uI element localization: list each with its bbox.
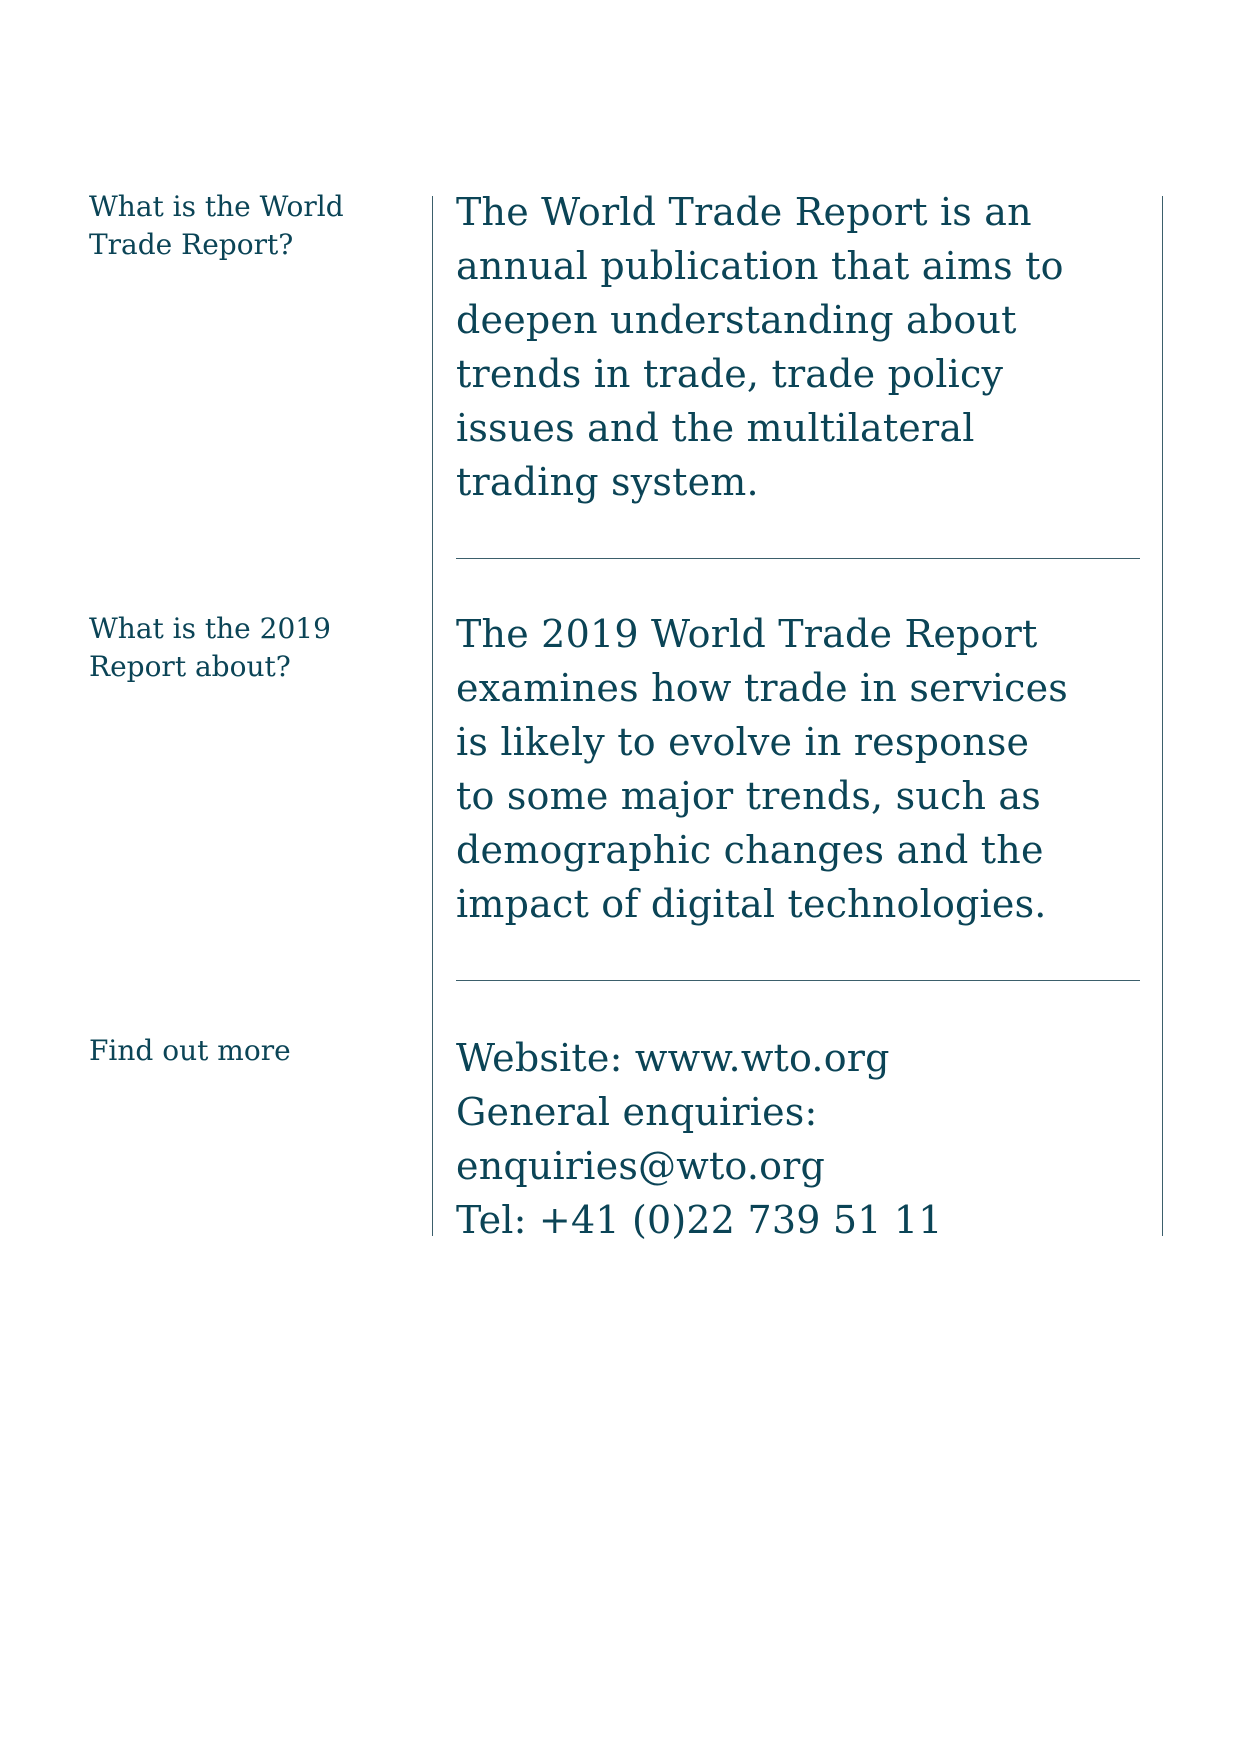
question-line: Trade Report? [89,228,294,261]
website-line[interactable]: Website: www.wto.org [456,1036,890,1080]
right-vertical-rule [1162,196,1163,1236]
enquiries-label: General enquiries: [456,1090,818,1134]
contact-info [456,1031,1146,1247]
left-vertical-rule [432,196,433,1236]
answer-line: to some major trends, such as [456,774,1041,818]
enquiries-email[interactable]: enquiries@wto.org [456,1144,826,1188]
answer-line: annual publication that aims to [456,244,1064,288]
answer-line: issues and the multilateral [456,406,975,450]
answer-line: trading system. [456,460,759,504]
answer-what-is-report [456,185,1146,509]
section-divider [456,558,1140,559]
answer-report-about [456,607,1146,931]
answer-line: is likely to evolve in response [456,720,1030,764]
answer-line: The 2019 World Trade Report [456,612,1038,656]
answer-line: examines how trade in services [456,666,1068,710]
question-line: Find out more [89,1034,291,1067]
question-find-out-more [89,1032,409,1070]
question-line: Report about? [89,650,291,683]
answer-line: trends in trade, trade policy [456,352,1004,396]
telephone-line: Tel: +41 (0)22 739 51 11 [456,1198,943,1242]
section-divider [456,980,1140,981]
answer-line: deepen understanding about [456,298,1017,342]
question-line: What is the World [89,190,344,223]
question-report-about [89,610,409,686]
answer-line: The World Trade Report is an [456,190,1032,234]
question-what-is-report [89,188,409,264]
answer-line: demographic changes and the [456,828,1044,872]
question-line: What is the 2019 [89,612,331,645]
answer-line: impact of digital technologies. [456,882,1047,926]
